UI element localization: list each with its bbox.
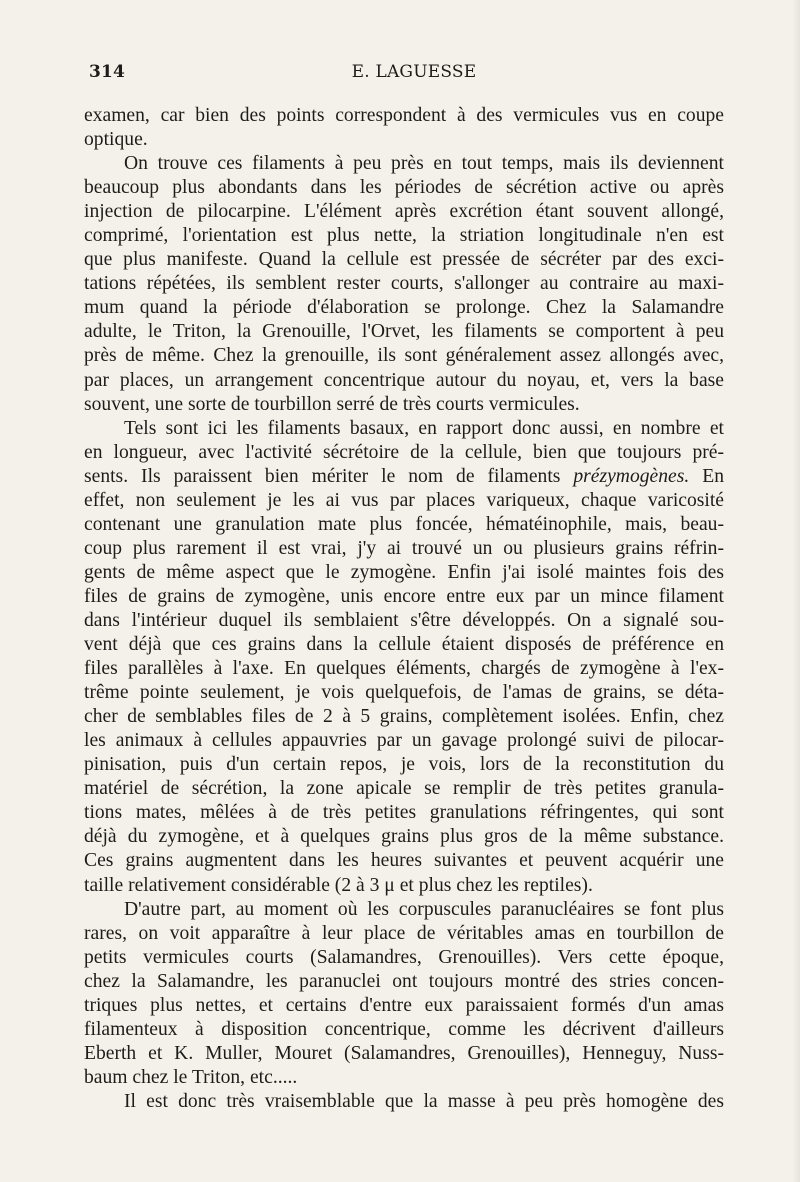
text-line: dans l'intérieur duquel ils semblaient s'être développés. On a signalé sou-	[84, 609, 724, 631]
text-line: que plus manifeste. Quand la cellule est pressée de sécréter par des exci-	[84, 249, 724, 271]
text-line: beaucoup plus abondants dans les périodes de sécrétion active ou après	[84, 177, 724, 199]
text-line: On trouve ces filaments à peu près en tout temps, mais ils deviennent	[124, 153, 724, 175]
text-line: gents de même aspect que le zymogène. Enfin j'ai isolé maintes fois des	[84, 561, 724, 583]
text-segment: sents. Ils paraissent bien mériter le nom de filaments	[84, 465, 574, 487]
body-text	[84, 104, 724, 1114]
text-line: injection de pilocarpine. L'élément après excrétion étant souvent allongé,	[84, 201, 724, 223]
text-line: effet, non seulement je les ai vus par places variqueux, chaque varicosité	[84, 489, 724, 511]
italic-term: prézymogènes.	[573, 465, 690, 487]
text-line: tions mates, mêlées à de très petites granulations réfringentes, qui sont	[84, 802, 724, 824]
running-head	[89, 62, 739, 86]
paragraph	[84, 898, 724, 1090]
text-line: Tels sont ici les filaments basaux, en rapport donc aussi, en nombre et	[124, 417, 724, 439]
text-line: chez la Salamandre, les paranuclei ont toujours montré des stries concen-	[84, 970, 724, 992]
text-line: vent déjà que ces grains dans la cellule étaient disposés de préférence en	[84, 634, 724, 656]
text-line: pinisation, puis d'un certain repos, je vois, lors de la reconstitution du	[84, 754, 724, 776]
text-line: près de même. Chez la grenouille, ils sont généralement assez allongés avec,	[84, 345, 724, 367]
text-line: contenant une granulation mate plus foncée, hématéinophile, mais, beau-	[84, 513, 724, 535]
text-line: petits vermicules courts (Salamandres, Grenouilles). Vers cette époque,	[84, 946, 724, 968]
text-line: adulte, le Triton, la Grenouille, l'Orvet, les filaments se comportent à peu	[84, 321, 724, 343]
paragraph	[84, 104, 724, 152]
text-line: les animaux à cellules appauvries par un gavage prolongé suivi de pilocar-	[84, 730, 724, 752]
text-line: Il est donc très vraisemblable que la masse à peu près homogène des	[124, 1090, 724, 1112]
text-line: Eberth et K. Muller, Mouret (Salamandres, Grenouilles), Henneguy, Nuss-	[84, 1042, 724, 1064]
text-line: files parallèles à l'axe. En quelques éléments, chargés de zymogène à l'ex-	[84, 658, 724, 680]
paragraph	[84, 1090, 724, 1114]
text-line: matériel de sécrétion, la zone apicale se remplir de très petites granula-	[84, 778, 724, 800]
text-line: files de grains de zymogène, unis encore entre eux par un mince filament	[84, 585, 724, 607]
paragraph	[84, 152, 724, 417]
text-line: examen, car bien des points correspondent à des vermicules vus en coupe	[84, 105, 724, 126]
text-line: D'autre part, au moment où les corpuscules paranucléaires se font plus	[124, 898, 724, 920]
text-line: rares, on voit apparaître à leur place de véritables amas en tourbillon de	[84, 922, 724, 944]
text-line: trême pointe seulement, je vois quelquefois, de l'amas de grains, se déta-	[84, 682, 724, 704]
text-segment: En	[689, 465, 724, 487]
text-line: mum quand la période d'élaboration se prolonge. Chez la Salamandre	[84, 297, 724, 319]
text-line: coup plus rarement il est vrai, j'y ai trouvé un ou plusieurs grains réfrin-	[84, 537, 724, 559]
page-number: 314	[89, 62, 126, 82]
text-line: filamenteux à disposition concentrique, comme les décrivent d'ailleurs	[84, 1018, 724, 1040]
text-line: en longueur, avec l'activité sécrétoire de la cellule, bien que toujours pré-	[84, 441, 724, 463]
text-line: par places, un arrangement concentrique autour du noyau, et, vers la base	[84, 369, 724, 391]
text-line: triques plus nettes, et certains d'entre eux paraissaient formés d'un amas	[84, 994, 724, 1016]
text-line: taille relativement considérable (2 à 3 μ et plus chez les reptiles).	[84, 874, 593, 896]
text-line: souvent, une sorte de tourbillon serré de très courts vermicules.	[84, 393, 580, 415]
text-line: déjà du zymogène, et à quelques grains plus gros de la même substance.	[84, 826, 724, 848]
author-name: E. LAGUESSE	[351, 62, 477, 82]
text-line: baum chez le Triton, etc.....	[84, 1066, 298, 1088]
text-line: cher de semblables files de 2 à 5 grains, complètement isolées. Enfin, chez	[84, 706, 724, 728]
text-line: tations répétées, ils semblent rester courts, s'allonger au contraire au maxi-	[84, 273, 724, 295]
paragraph	[84, 417, 724, 898]
text-line-with-italic	[84, 465, 724, 489]
text-line: Ces grains augmentent dans les heures suivantes et peuvent acquérir une	[84, 850, 724, 872]
text-line: optique.	[84, 129, 148, 151]
text-line: comprimé, l'orientation est plus nette, la striation longitudinale n'en est	[84, 225, 724, 247]
